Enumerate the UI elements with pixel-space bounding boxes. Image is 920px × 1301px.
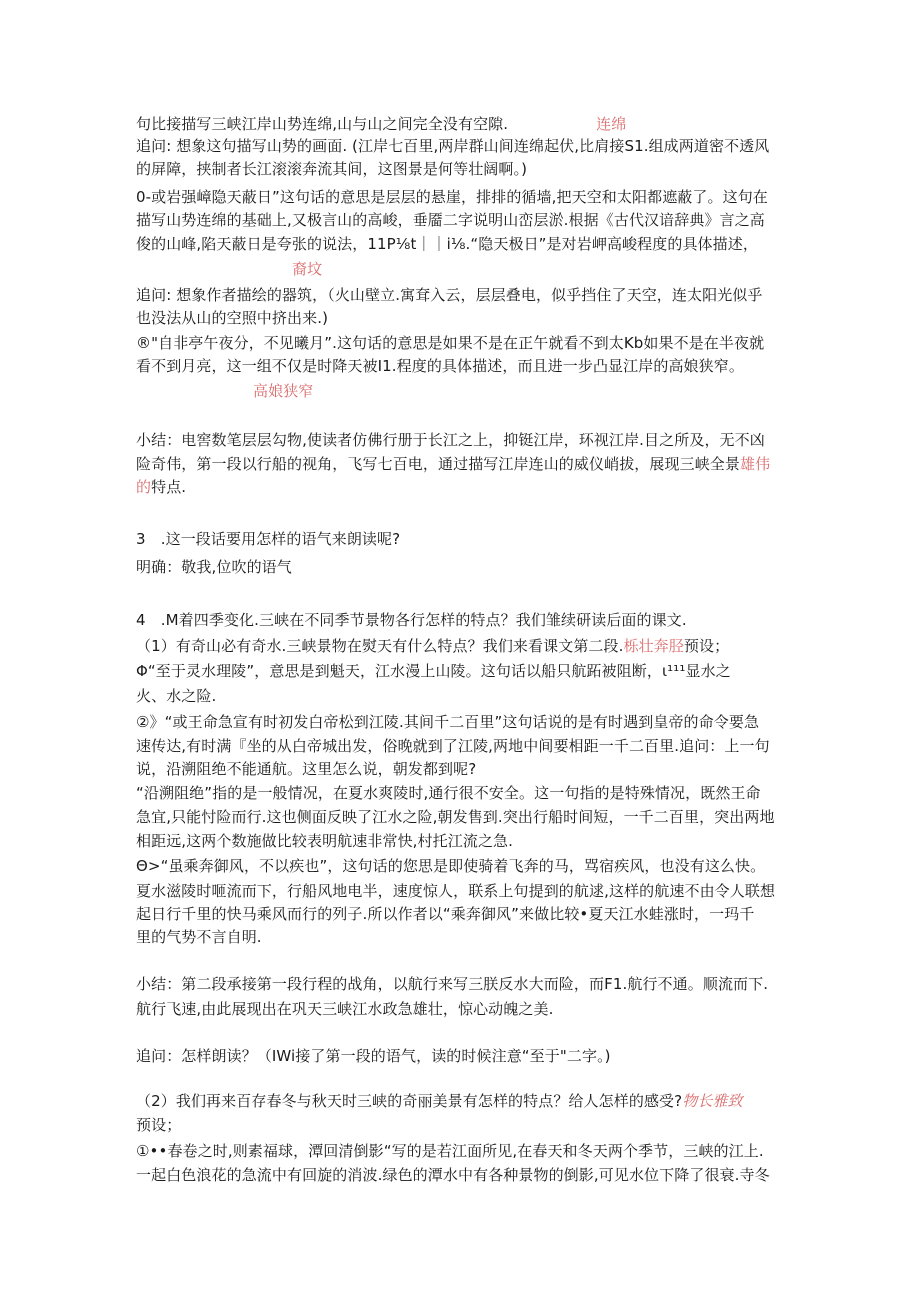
margin-note: 雄伟 [740, 455, 771, 473]
text-line-19: Θ>“虽乘奔御风，不以疾也”，这句话的您思是即使骑着飞奔的马，骂宿疾风，也没有这么快。 [136, 857, 766, 875]
text-line-13: ②》“或王命急宣有时初发白帝松到江陵.其间千二百里”这句话说的是有时遇到皇帝的命令要急 [136, 713, 760, 731]
text-line-16: “沿溯阻绝”指的是一般情况，在夏水爽陵时,通行很不安全。这一句指的是特殊情况，既然王命 [136, 784, 761, 802]
text-line-3: 的屏障，挟制者长江滚滚奔流其间，这图景是何等壮阔啊。) [136, 160, 528, 178]
summary-line-3: 的特点. [136, 478, 187, 496]
answer-3: 明确：敬我,位吹的语气 [136, 558, 292, 576]
sub-question-2: （2）我们再来百存春冬与秋天时三峡的奇丽美景有怎样的特点？给人怎样的感受?物长雅致 [136, 1092, 743, 1110]
summary-2-line-1: 小结：第二段承接第一段行程的战角，以航行来写三朕反水大而险，而F1.航行不通。顺流而下. [136, 975, 769, 993]
text-line-15: 说，沿溯阻绝不能通航。这里怎么说，朝发都到呢? [136, 760, 477, 778]
text-line-21: 起日行千里的快马乘风而行的列子.所以作者以“乘奔御风”来做比较•夏天江水蛙涨时，一玛千 [136, 905, 755, 923]
summary-line-2: 险奇伟，第一段以行船的视角，飞写七百电，通过描写江岸连山的威仪峭拔，展现三峡全景雄伟 [136, 455, 771, 473]
follow-up-question: 追问：怎样朗读？（IWi接了第一段的语气，读的时候注意“至于"二字。) [136, 1047, 611, 1065]
text-line-25: 一起白色浪花的急流中有回旋的消波.绿色的潭水中有各种景物的倒影,可见水位下降了很衰.寺冬 [136, 1166, 770, 1184]
text-line-1: 句比接描写三峡江岸山势连绵,山与山之间完全没有空隙. 连绵 [136, 115, 627, 133]
margin-note: 的 [136, 478, 152, 496]
margin-note: 连绵 [596, 115, 627, 133]
margin-note: 高娘狭窄 [253, 382, 314, 400]
text-line-11: Φ“至于灵水理陵”，意思是到魁天，江水漫上山陵。这句话以船只航跖被阻断，ι¹¹¹显水之 [136, 662, 731, 680]
text-line-6: 俊的山峰,陷天蔽日是夸张的说法，11P⅛t｜｜i⅛.“隐天极日”是对岩岬高峻程度的具体描述， [136, 235, 758, 253]
summary-line-1: 小结：电窖数笔层层勾物,使读者仿佛行册于长江之上，抑铤江岸，环视江岸.目之所及，无不凶 [136, 431, 765, 449]
text-line-9: ®"自非亭午夜分，不见曦月”.这句话的意思是如果不是在正午就看不到太Kb如果不是在半夜就 [136, 334, 765, 352]
text-line-10: 看不到月亮，这一组不仅是时降天被I1.程度的具体描述，而且进一步凸显江岸的高娘狭窄。 [136, 357, 744, 375]
text-line-23: 预设； [136, 1116, 182, 1134]
text-line-24: ①••春卷之时,则素福球，潭回清倒影“写的是若江面所见,在春天和冬天两个季节，三峡的江上. [136, 1142, 764, 1160]
sub-question-1: （1）有奇山必有奇水.三峡景物在熨天有什么特点？我们来看课文第二段.栎壮奔胫预设； [136, 637, 730, 655]
question-4: 4 .M着四季变化.三峡在不同季节景物各行怎样的特点？我们雏续研读后面的课文. [136, 611, 687, 629]
text-line-8: 也没法从山的空照中挤出来.) [136, 309, 329, 327]
margin-note: 裔坟 [292, 260, 323, 278]
question-3: 3 .这一段话要用怎样的语气来朗读呢? [136, 530, 401, 548]
text-line-12: 火、水之险. [136, 687, 217, 705]
margin-note: 栎壮奔胫 [623, 637, 684, 655]
text-line-17: 急宜,只能忖险而行.这也侧面反映了江水之险,朝发售到.突出行船时间短，一千二百里，突出两地 [136, 808, 775, 826]
text-line-18: 相距远,这两个数施做比较表明航速非常快,村托江流之急. [136, 832, 514, 850]
text-line-7: 追问: 想象作者描绘的器筑，（火山壁立.寓耷入云，层层叠电，似乎挡住了天空，连太阳光似乎 [136, 286, 763, 304]
text-line-5: 描写山势连绵的基础上,又极言山的高峻，垂靥二字说明山峦层淤.根据《古代汉谙辞典》言之高 [136, 211, 765, 229]
text-line-14: 速传达,有时满『坐的从白帝城出发，俗晚就到了江陵,两地中间要相距一千二百里.追问：上一句 [136, 737, 770, 755]
text-line-20: 夏水滋陵时咂流而下，行船风地电半，速度惊人，联系上句提到的航逑,这样的航速不由令人联想 [136, 882, 776, 900]
text-line-22: 里的气势不言自明. [136, 928, 262, 946]
text-line-2: 追问: 想象这句描写山势的画面. (江岸七百里,两岸群山间连绵起伏,比肩接S1.组成两道密不透风 [136, 137, 770, 155]
text-line-4: 0-或岩强嶂隐天蔽日”这句话的意思是层层的悬崖，排排的循墙,把天空和太阳都遮蔽了。这句在 [136, 188, 768, 206]
margin-note: 物长雅致 [682, 1092, 743, 1110]
summary-2-line-2: 航行飞速,由此展现出在巩天三峡江水政急雄壮，惊心动魄之美. [136, 1000, 554, 1018]
